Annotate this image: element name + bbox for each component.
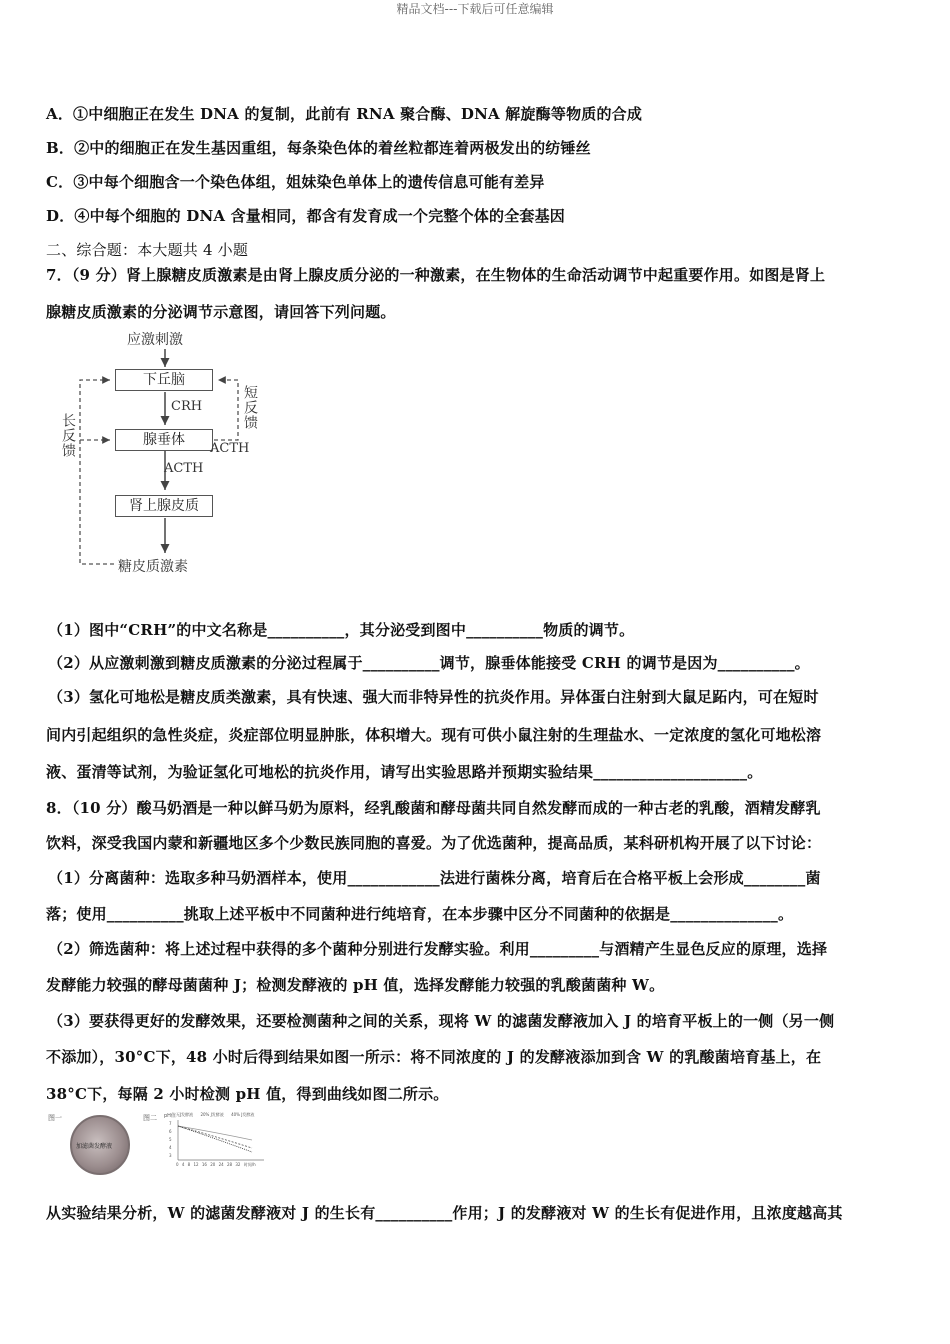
hormone-regulation-diagram: [52, 325, 272, 580]
xtick: 28: [226, 1162, 233, 1167]
q8-sub2-line1: （2）筛选菌种：将上述过程中获得的多个菌种分别进行发酵实验。利用_________与酒精产生显色反应的原理，选择: [48, 940, 828, 958]
q7-sub3-line1: （3）氢化可地松是糖皮质类激素，具有快速、强大而非特异性的抗炎作用。异体蛋白注射到大鼠足跖内，可在短时: [48, 688, 819, 706]
q8-sub3-line3: 38°C下，每隔 2 小时检测 pH 值，得到曲线如图二所示。: [46, 1085, 449, 1103]
ytick: 6: [169, 1129, 172, 1134]
q7-stem-line2: 腺糖皮质激素的分泌调节示意图，请回答下列问题。: [46, 303, 396, 321]
q7-sub1: （1）图中“CRH”的中文名称是__________，其分泌受到图中__________物质的调节。: [48, 621, 635, 639]
long-feedback-label: 长反馈: [60, 413, 76, 458]
q8-sub1-line2: 落；使用__________挑取上述平板中不同菌种进行纯培育，在本步骤中区分不同菌种的依据是______________。: [46, 905, 794, 923]
stimulus-label: 应激刺激: [127, 332, 183, 348]
xtick: 0: [176, 1162, 179, 1167]
figure1-label: 图一: [48, 1114, 62, 1122]
q8-conclusion-line: 从实验结果分析，W 的滤菌发酵液对 J 的生长有__________作用；J 的发酵液对 W 的生长有促进作用，且浓度越高其: [46, 1204, 843, 1222]
legend-40-j: 40% J发酵液: [231, 1112, 255, 1117]
petri-dish-image: [70, 1115, 130, 1175]
q8-stem-line1: 8．（10 分）酸马奶酒是一种以鲜马奶为原料，经乳酸菌和酵母菌共同自然发酵而成的一种古老的乳酸，酒精发酵乳: [46, 799, 821, 817]
page-header: 精品文档---下载后可任意编辑: [396, 2, 554, 16]
adrenal-cortex-box: 肾上腺皮质: [115, 495, 213, 517]
section-title: 二、综合题：本大题共 4 小题: [46, 241, 249, 259]
q7-sub2: （2）从应激刺激到糖皮质激素的分泌过程属于__________调节，腺垂体能接受 CRH 的调节是因为__________。: [48, 654, 810, 672]
xtick: 24: [218, 1162, 224, 1167]
ytick: 3: [169, 1153, 172, 1158]
xtick: 16: [201, 1162, 207, 1167]
acth-label-feedback: ACTH: [210, 441, 250, 456]
q8-sub3-line1: （3）要获得更好的发酵效果，还要检测菌种之间的关系，现将 W 的滤菌发酵液加入 J 的培育平板上的一侧（另一侧: [48, 1012, 835, 1030]
acth-label-main: ACTH: [164, 461, 204, 476]
crh-label: CRH: [171, 399, 203, 414]
ph-chart: [164, 1112, 274, 1170]
legend-20-j: 20% J发酵液: [200, 1112, 224, 1117]
short-feedback-label: 短反馈: [242, 385, 258, 430]
pituitary-box: 腺垂体: [115, 429, 213, 451]
option-d: D．④中每个细胞的 DNA 含量相同，都含有发育成一个完整个体的全套基因: [46, 207, 566, 225]
xtick: 4: [181, 1162, 185, 1167]
q8-sub1-line1: （1）分离菌种：选取多种马奶酒样本，使用____________法进行菌株分离，培育后在合格平板上会形成________菌: [48, 869, 821, 887]
xtick: 32: [235, 1162, 241, 1167]
q8-sub2-line2: 发酵能力较强的酵母菌菌种 J；检测发酵液的 pH 值，选择发酵能力较强的乳酸菌菌种 W。: [46, 976, 665, 994]
option-c: C．③中每个细胞含一个染色体组，姐妹染色单体上的遗传信息可能有差异: [46, 173, 545, 191]
legend-no-j: 无J发酵液: [176, 1112, 194, 1117]
xtick: 时间/h: [243, 1162, 256, 1167]
q7-sub3-line3: 液、蛋清等试剂，为验证氢化可地松的抗炎作用，请写出实验思路并预期实验结果____________________。: [46, 763, 763, 781]
hypothalamus-box: 下丘脑: [115, 369, 213, 391]
q8-stem-line2: 饮料，深受我国内蒙和新疆地区多个少数民族同胞的喜爱。为了优选菌种，提高品质，某科研机构开展了以下讨论：: [46, 834, 822, 852]
option-b: B．②中的细胞正在发生基因重组，每条染色体的着丝粒都连着两极发出的纺锤丝: [46, 139, 591, 157]
ytick: 5: [169, 1137, 172, 1142]
petri-dish-caption: 加滤菌发酵液: [76, 1143, 113, 1150]
xtick: 20: [210, 1162, 216, 1167]
q7-stem-line1: 7．（9 分）肾上腺糖皮质激素是由肾上腺皮质分泌的一种激素，在生物体的生命活动调节中起重要作用。如图是肾上: [46, 266, 826, 284]
ytick: 4: [169, 1145, 172, 1150]
q8-sub3-line2: 不添加），30°C下，48 小时后得到结果如图一所示：将不同浓度的 J 的发酵液添加到含 W 的乳酸菌培育基上，在: [46, 1048, 822, 1066]
option-a: A．①中细胞正在发生 DNA 的复制，此前有 RNA 聚合酶、DNA 解旋酶等物质的合成: [46, 105, 643, 123]
glucocorticoid-label: 糖皮质激素: [118, 559, 188, 575]
q7-sub3-line2: 间内引起组织的急性炎症，炎症部位明显肿胀，体积增大。现有可供小鼠注射的生理盐水、一定浓度的氢化可地松溶: [46, 726, 822, 744]
figure2-label: 图二: [143, 1114, 157, 1122]
ph-axis-label: pH值: [164, 1113, 176, 1119]
xtick: 8: [187, 1162, 191, 1167]
xtick: 12: [193, 1162, 199, 1167]
ytick: 7: [169, 1121, 172, 1126]
